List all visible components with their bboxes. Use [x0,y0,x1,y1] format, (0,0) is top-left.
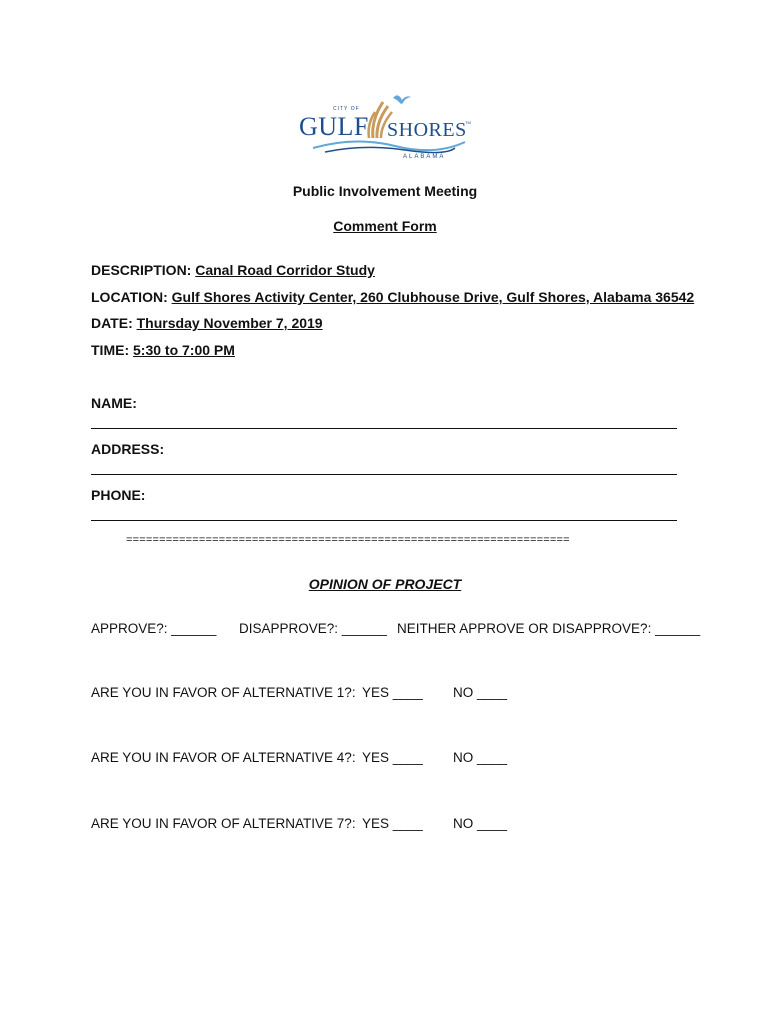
location-value: Gulf Shores Activity Center, 260 Clubhouse Drive, Gulf Shores, Alabama 36542 [171,289,695,305]
time-value: 5:30 to 7:00 PM [133,342,235,358]
alternative-yes-field[interactable]: YES ____ [362,816,423,831]
location-line [91,289,694,305]
date-line [91,315,323,331]
name-label: NAME: [91,395,137,411]
logo-tm-text: TM [465,120,471,125]
description-label: DESCRIPTION: [91,262,192,278]
date-value: Thursday November 7, 2019 [136,315,323,331]
description-line [91,262,375,278]
logo-shores-text: SHORES [387,119,467,141]
phone-field-line[interactable] [91,520,677,521]
neither-field[interactable]: NEITHER APPROVE OR DISAPPROVE?: ______ [397,621,701,636]
alternative-yes-field[interactable]: YES ____ [362,750,423,765]
opinion-heading: OPINION OF PROJECT [308,576,462,592]
logo-gulf-text: GULF [299,112,369,141]
alternative-no-field[interactable]: NO ____ [453,816,508,831]
location-label: LOCATION: [91,289,168,305]
address-field-line[interactable] [91,474,677,475]
city-logo [295,92,475,164]
disapprove-field[interactable]: DISAPPROVE?: ______ [239,621,387,636]
date-label: DATE: [91,315,133,331]
alternative-no-field[interactable]: NO ____ [453,685,508,700]
bird-icon [393,95,411,103]
alternative-no-field[interactable]: NO ____ [453,750,508,765]
logo-alabama-text: ALABAMA [403,154,446,160]
time-line [91,342,235,358]
logo-city-of-text: CITY OF [333,106,360,112]
divider: =================================================================== [126,534,570,546]
approve-field[interactable]: APPROVE?: ______ [91,621,217,636]
alternative-question: ARE YOU IN FAVOR OF ALTERNATIVE 7?: [91,816,356,831]
form-title: Public Involvement Meeting [292,183,478,199]
phone-label: PHONE: [91,487,146,503]
alternative-yes-field[interactable]: YES ____ [362,685,423,700]
name-field-line[interactable] [91,428,677,429]
alternative-question: ARE YOU IN FAVOR OF ALTERNATIVE 1?: [91,685,356,700]
time-label: TIME: [91,342,130,358]
alternative-question: ARE YOU IN FAVOR OF ALTERNATIVE 4?: [91,750,356,765]
description-value: Canal Road Corridor Study [195,262,375,278]
form-subtitle: Comment Form [333,218,437,234]
address-label: ADDRESS: [91,441,165,457]
